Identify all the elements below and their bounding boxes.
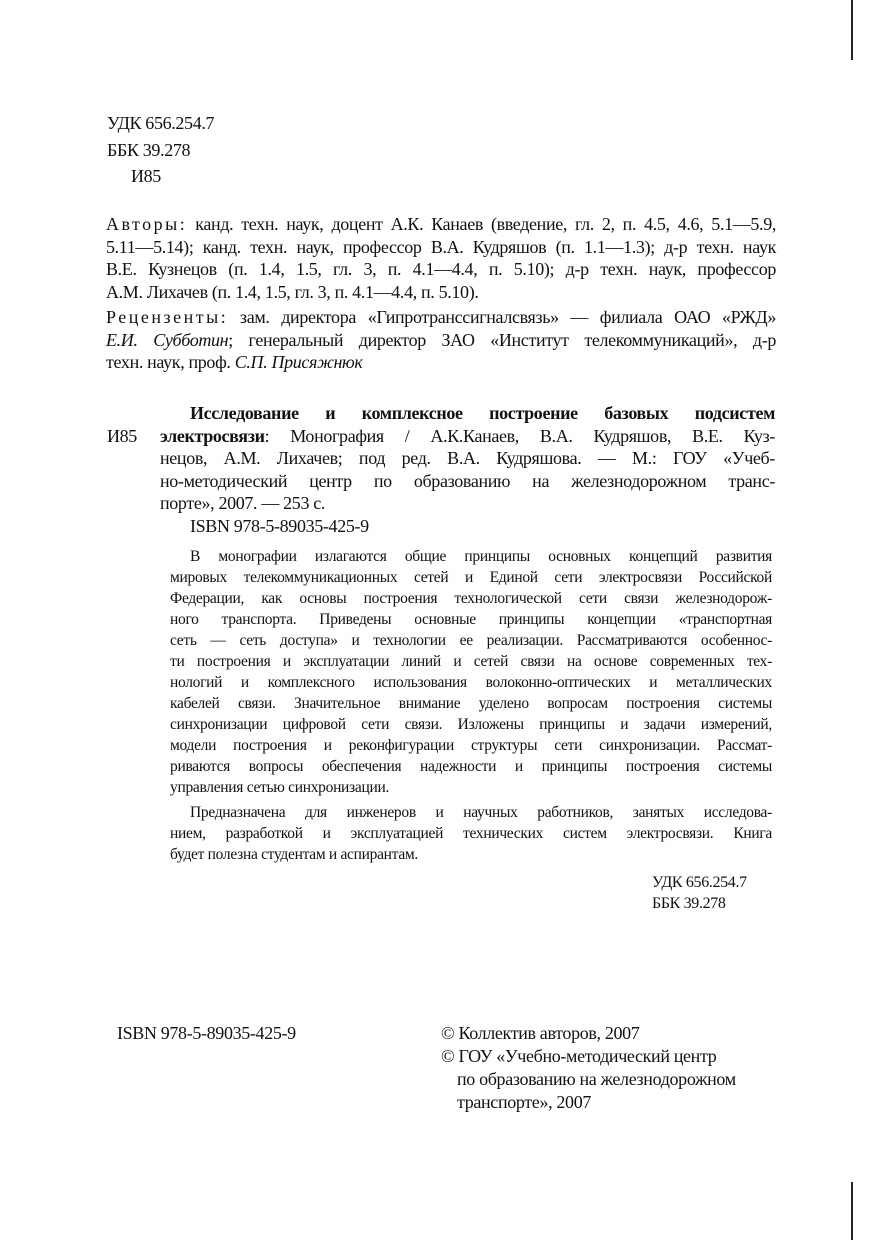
biblio-title-line: Исследование и комплексное построение базовых подсистем bbox=[190, 403, 775, 423]
abstract-line: сеть — сеть доступа» и технологии ее реализации. Рассматриваются особеннос- bbox=[170, 632, 772, 649]
classification-codes bbox=[652, 872, 747, 914]
biblio-isbn: ISBN 978-5-89035-425-9 bbox=[190, 515, 369, 536]
authors-label: Авторы: bbox=[106, 214, 188, 234]
abstract-line: модели построения и реконфигурации структуры сети синхронизации. Рассмат- bbox=[170, 737, 772, 754]
header-codes bbox=[107, 110, 214, 190]
authors-line: В.Е. Кузнецов (п. 1.4, 1.5, гл. 3, п. 4.1—4.4, п. 5.10); д-р техн. наук, профессор bbox=[106, 259, 776, 279]
biblio-code: И85 bbox=[107, 425, 137, 446]
authors-line: 5.11—5.14); канд. техн. наук, профессор В.А. Кудряшов (п. 1.1—1.3); д-р техн. наук bbox=[106, 236, 776, 257]
copyright-publisher-line: транспорте», 2007 bbox=[457, 1092, 591, 1112]
crop-mark-top bbox=[851, 0, 853, 60]
biblio-line: нецов, А.М. Лихачев; под ред. В.А. Кудряшова. — М.: ГОУ «Учеб- bbox=[160, 448, 775, 468]
footer-copyright bbox=[441, 1022, 736, 1114]
classification-bbk: ББК 39.278 bbox=[652, 895, 726, 912]
reviewers-line: Е.И. Субботин; генеральный директор ЗАО «Институт телекоммуникаций», д-р bbox=[106, 329, 776, 350]
abstract-line: ного транспорта. Приведены основные принципы концепции «транспортная bbox=[170, 611, 772, 628]
bibliographic-record bbox=[160, 402, 775, 537]
header-bbk: ББК 39.278 bbox=[107, 139, 191, 160]
authors-line: Авторы: канд. техн. наук, доцент А.К. Канаев (введение, гл. 2, п. 4.5, 4.6, 5.1—5.9, bbox=[106, 214, 776, 234]
biblio-line: порте», 2007. — 253 с. bbox=[160, 493, 326, 513]
abstract-line: ти построения и эксплуатации линий и сетей связи на основе современных тех- bbox=[170, 653, 772, 670]
copyright-publisher-line: по образованию на железнодорожном bbox=[457, 1069, 736, 1089]
reviewer-name: Е.И. Субботин bbox=[106, 329, 229, 350]
abstract-line: нологий и комплексного использования волоконно-оптических и металлических bbox=[170, 674, 772, 691]
copyright-authors: © Коллектив авторов, 2007 bbox=[441, 1023, 640, 1043]
abstract-line: риваются вопросы обеспечения надежности и принципы построения системы bbox=[170, 758, 772, 775]
reviewers-line: техн. наук, проф. С.П. Присяжнюк bbox=[106, 352, 363, 372]
abstract-line: нием, разработкой и эксплуатацией технических систем электросвязи. Книга bbox=[170, 825, 772, 842]
header-udk: УДК 656.254.7 bbox=[107, 113, 215, 133]
abstract-line: В монографии излагаются общие принципы основных концепций развития bbox=[190, 548, 772, 565]
reviewers-block bbox=[106, 306, 776, 374]
authors-block bbox=[106, 213, 776, 303]
abstract-line: кабелей связи. Значительное внимание уделено вопросам построения системы bbox=[170, 695, 772, 712]
biblio-line: но-методический центр по образованию на железнодорожном транс- bbox=[160, 470, 775, 491]
reviewer-name: С.П. Присяжнюк bbox=[234, 352, 363, 372]
abstract-line: управления сетью синхронизации. bbox=[170, 779, 390, 796]
abstract-line: Предназначена для инженеров и научных работников, занятых исследова- bbox=[190, 804, 772, 821]
crop-mark-bottom bbox=[851, 1182, 853, 1240]
abstract-line: будет полезна студентам и аспирантам. bbox=[170, 846, 418, 863]
abstract bbox=[170, 546, 772, 865]
reviewers-line: Рецензенты: зам. директора «Гипротранссигналсвязь» — филиала ОАО «РЖД» bbox=[106, 307, 776, 327]
footer-isbn: ISBN 978-5-89035-425-9 bbox=[117, 1023, 296, 1043]
copyright-publisher: © ГОУ «Учебно-методический центр bbox=[441, 1046, 717, 1066]
abstract-line: синхронизации цифровой сети связи. Изложены принципы и задачи измерений, bbox=[170, 716, 772, 733]
abstract-line: Федерации, как основы построения технологической сети связи железнодорож- bbox=[170, 590, 772, 607]
authors-line: А.М. Лихачев (п. 1.4, 1.5, гл. 3, п. 4.1—4.4, п. 5.10). bbox=[106, 281, 479, 302]
classification-udk: УДК 656.254.7 bbox=[652, 874, 747, 891]
reviewers-label: Рецензенты: bbox=[106, 307, 229, 327]
abstract-line: мировых телекоммуникационных сетей и Единой сети электросвязи Российской bbox=[170, 569, 772, 586]
header-code: И85 bbox=[131, 166, 161, 186]
biblio-line: электросвязи: Монография / А.К.Канаев, В.А. Кудряшов, В.Е. Куз- bbox=[160, 425, 775, 446]
